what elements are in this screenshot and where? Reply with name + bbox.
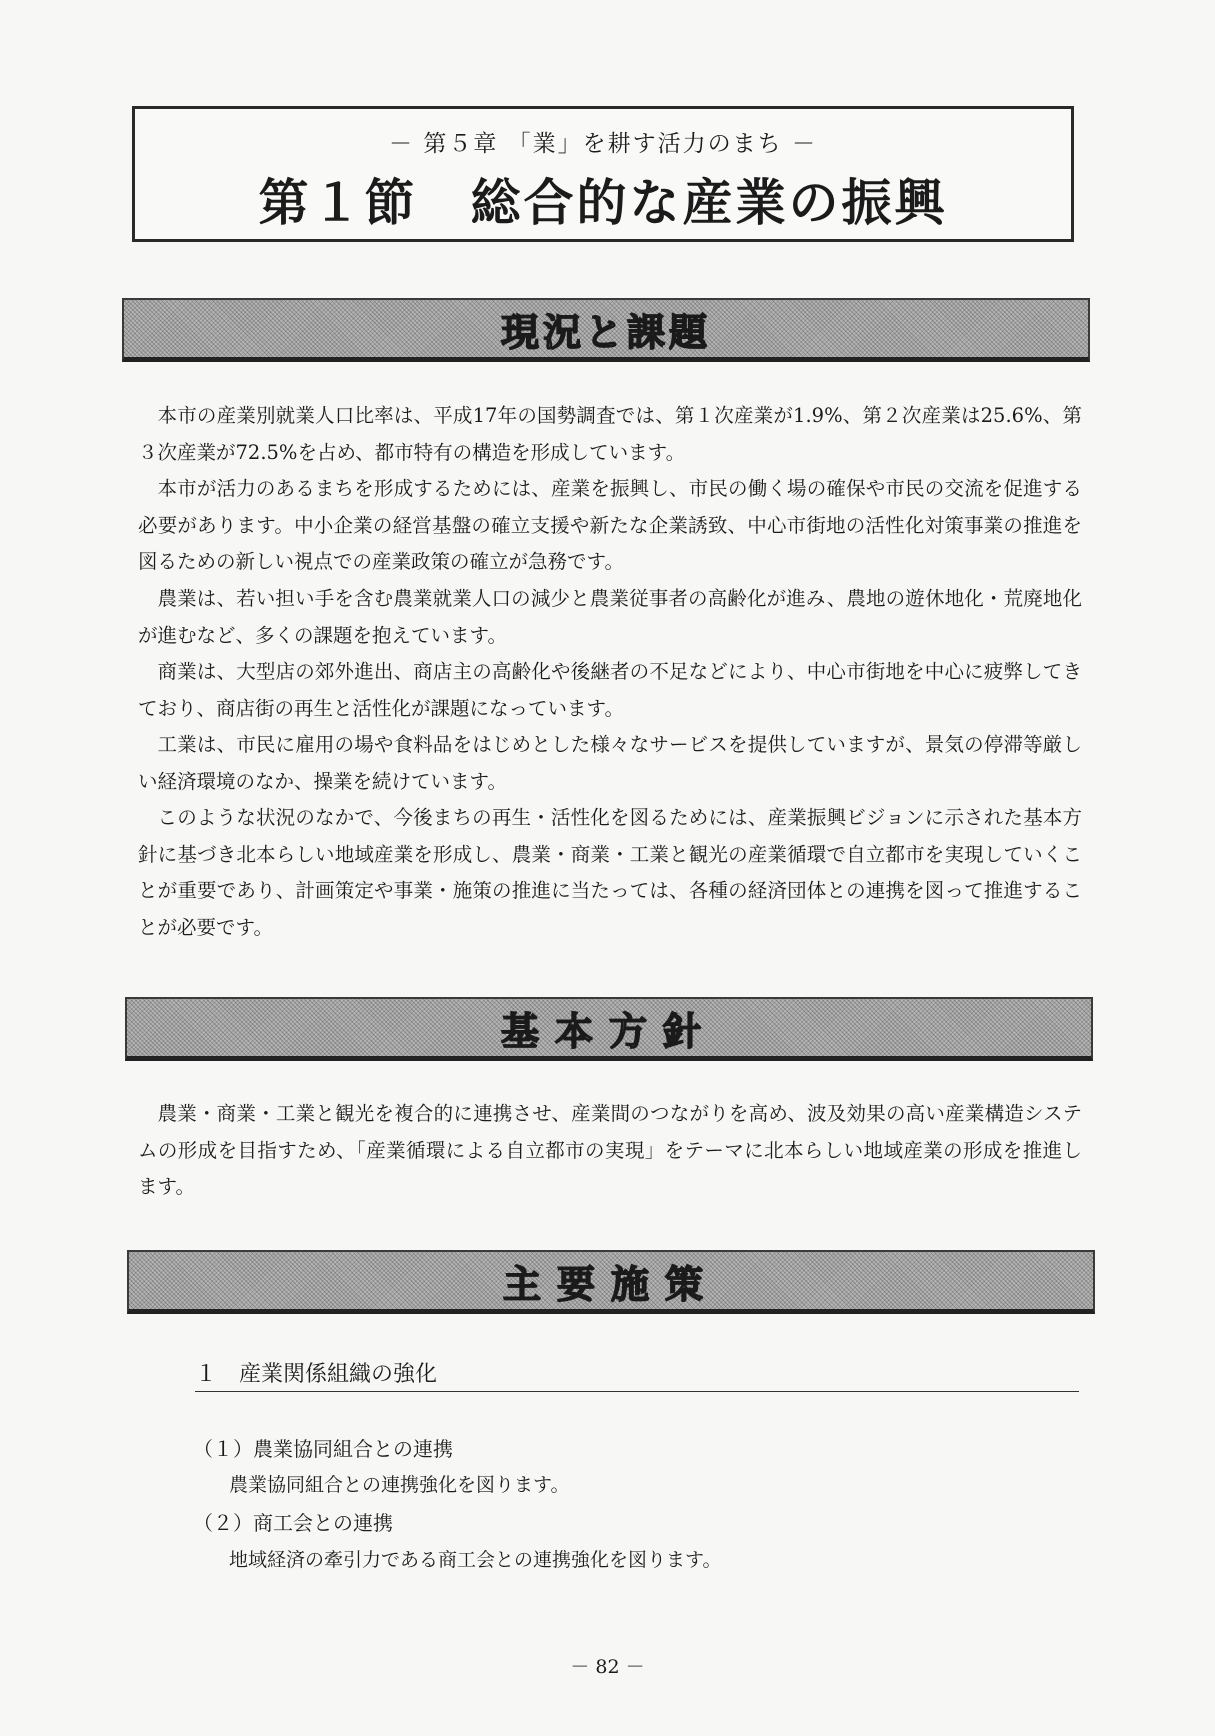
measures-band — [127, 1250, 1095, 1314]
current-paragraph: このような状況のなかで、今後まちの再生・活性化を図るためには、産業振興ビジョンに示された基本方針に基づき北本らしい地域産業を形成し、農業・商業・工業と観光の産業循環で自立都市を実現していくことが重要であり、計画策定や事業・施策の推進に当たっては、各種の経済団体との連携を図って推進することが必要です。 — [138, 806, 1082, 939]
current-status-band — [122, 298, 1090, 362]
measure-item-label: （１）農業協同組合との連携 — [193, 1437, 453, 1461]
current-paragraph: 本市の産業別就業人口比率は、平成17年の国勢調査では、第１次産業が1.9%、第２次産業は25.6%、第３次産業が72.5%を占め、都市特有の構造を形成しています。 — [138, 404, 1082, 464]
measure-subheading-title: 産業関係組織の強化 — [239, 1362, 438, 1387]
current-paragraph: 工業は、市民に雇用の場や食料品をはじめとした様々なサービスを提供していますが、景気の停滞等厳しい経済環境のなか、操業を続けています。 — [138, 733, 1082, 793]
measure-subheading — [195, 1357, 1079, 1392]
page-number: － 82 － — [570, 1656, 645, 1678]
current-status-heading: 現況と課題 — [500, 310, 711, 354]
policy-paragraph: 農業・商業・工業と観光を複合的に連携させ、産業間のつながりを高め、波及効果の高い産業構造システムの形成を目指すため、「産業循環による自立都市の実現」をテーマに北本らしい地域産業の形成を推進します。 — [138, 1102, 1082, 1198]
section-title: 第１節 総合的な産業の振興 — [258, 174, 948, 232]
measure-item-text: 地域経済の牽引力である商工会との連携強化を図ります。 — [229, 1549, 722, 1571]
policy-heading: 基本方針 — [500, 1009, 717, 1053]
chapter-title-box — [132, 106, 1074, 242]
measure-item-text: 農業協同組合との連携強化を図ります。 — [229, 1474, 570, 1496]
current-paragraph: 本市が活力のあるまちを形成するためには、産業を振興し、市民の働く場の確保や市民の交流を促進する必要があります。中小企業の経営基盤の確立支援や新たな企業誘致、中心市街地の活性化対策事業の推進を図るための新しい視点での産業政策の確立が急務です。 — [138, 477, 1082, 573]
measures-heading: 主要施策 — [502, 1262, 719, 1306]
measure-item-label: （２）商工会との連携 — [193, 1511, 393, 1535]
current-paragraph: 商業は、大型店の郊外進出、商店主の高齢化や後継者の不足などにより、中心市街地を中心に疲弊してきており、商店街の再生と活性化が課題になっています。 — [138, 660, 1082, 720]
measure-subheading-number: １ — [195, 1362, 218, 1387]
policy-band — [125, 997, 1093, 1061]
chapter-heading: － 第５章 「業」を耕す活力のまち － — [389, 131, 817, 157]
current-paragraph: 農業は、若い担い手を含む農業就業人口の減少と農業従事者の高齢化が進み、農地の遊休地化・荒廃地化が進むなど、多くの課題を抱えています。 — [138, 587, 1082, 647]
